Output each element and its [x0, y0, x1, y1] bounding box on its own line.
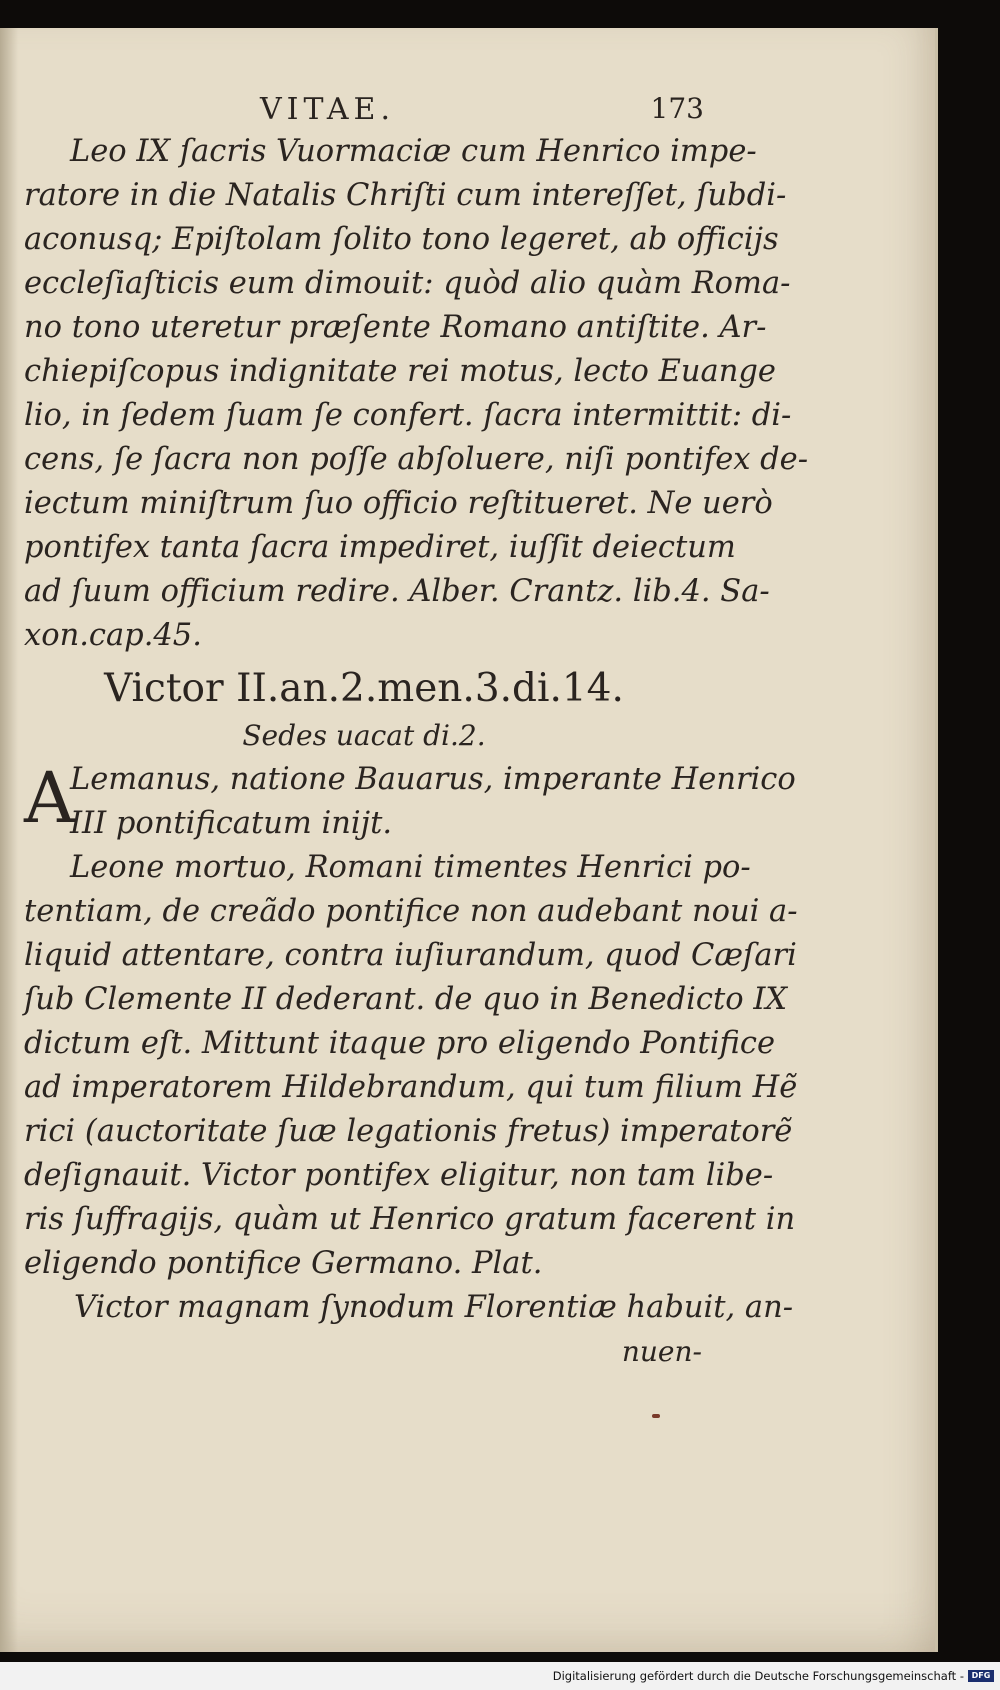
text-line: pontifex tanta ſacra impediret, iuſſit deiectum — [24, 530, 736, 565]
text-line: cens, ſe ſacra non poſſe abſoluere, niſi pontifex de- — [24, 442, 809, 477]
page-text — [24, 90, 809, 1374]
text-line: Leone mortuo, Romani timentes Henrici po- — [70, 850, 751, 885]
running-head-title: VITAE. — [260, 92, 395, 127]
text-line: tentiam, de creãdo pontifice non audebant noui a- — [24, 894, 798, 929]
ink-speck — [652, 1414, 660, 1418]
text-line: aconusq; Epiſtolam ſolito tono legeret, ab officijs — [24, 222, 779, 257]
book-page — [0, 28, 938, 1652]
text-line: dictum eſt. Mittunt itaque pro eligendo Pontifice — [24, 1026, 776, 1061]
text-line: Lemanus, natione Bauarus, imperante Henrico — [70, 762, 796, 797]
text-line: ris ſuffragijs, quàm ut Henrico gratum facerent in — [24, 1202, 796, 1237]
text-line: ratore in die Natalis Chriſti cum intereſſet, ſubdi- — [24, 178, 787, 213]
text-line: xon.cap.45. — [24, 618, 202, 653]
synod-paragraph — [24, 1286, 794, 1330]
section-subheading: Sedes uacat di.2. — [242, 719, 486, 752]
victor-paragraph — [24, 846, 798, 1286]
text-line: lio, in ſedem ſuam ſe confert. ſacra intermittit: di- — [24, 398, 792, 433]
text-line: ad imperatorem Hildebrandum, qui tum filium Hẽ — [24, 1070, 798, 1105]
victor-intro — [24, 757, 796, 846]
drop-capital: A — [24, 757, 75, 839]
running-head — [24, 90, 704, 130]
digitization-footer — [0, 1662, 1000, 1690]
text-line: eccleſiaſticis eum dimouit: quòd alio quàm Roma- — [24, 266, 791, 301]
text-line: Victor magnam ſynodum Florentiæ habuit, an- — [74, 1290, 794, 1325]
catchword: nuen- — [621, 1335, 702, 1368]
page-number: 173 — [650, 92, 704, 125]
text-line: rici (auctoritate ſuæ legationis fretus) imperatorẽ — [24, 1114, 793, 1149]
section-heading: Victor II.an.2.men.3.di.14. — [104, 666, 624, 711]
text-line: no tono uteretur præſente Romano antiſtite. Ar- — [24, 310, 767, 345]
footer-credit: Digitalisierung gefördert durch die Deutsche Forschungsgemeinschaft - — [552, 1669, 964, 1683]
text-line: deſignauit. Victor pontifex eligitur, non tam libe- — [24, 1158, 774, 1193]
text-line: ſub Clemente II dederant. de quo in Benedicto IX — [24, 982, 788, 1017]
text-line: III pontificatum inijt. — [70, 806, 393, 841]
dfg-logo-icon: DFG — [968, 1670, 994, 1682]
text-line: Leo IX ſacris Vuormaciæ cum Henrico impe- — [70, 134, 757, 169]
text-line: chiepiſcopus indignitate rei motus, lecto Euange — [24, 354, 776, 389]
text-line: eligendo pontifice Germano. Plat. — [24, 1246, 543, 1281]
text-line: liquid attentare, contra iuſiurandum, quod Cæſari — [24, 938, 797, 973]
text-line: ad ſuum officium redire. Alber. Crantz. lib.4. Sa- — [24, 574, 770, 609]
text-line: iectum miniſtrum ſuo officio reſtitueret. Ne uerò — [24, 486, 773, 521]
leo-paragraph — [24, 130, 809, 658]
